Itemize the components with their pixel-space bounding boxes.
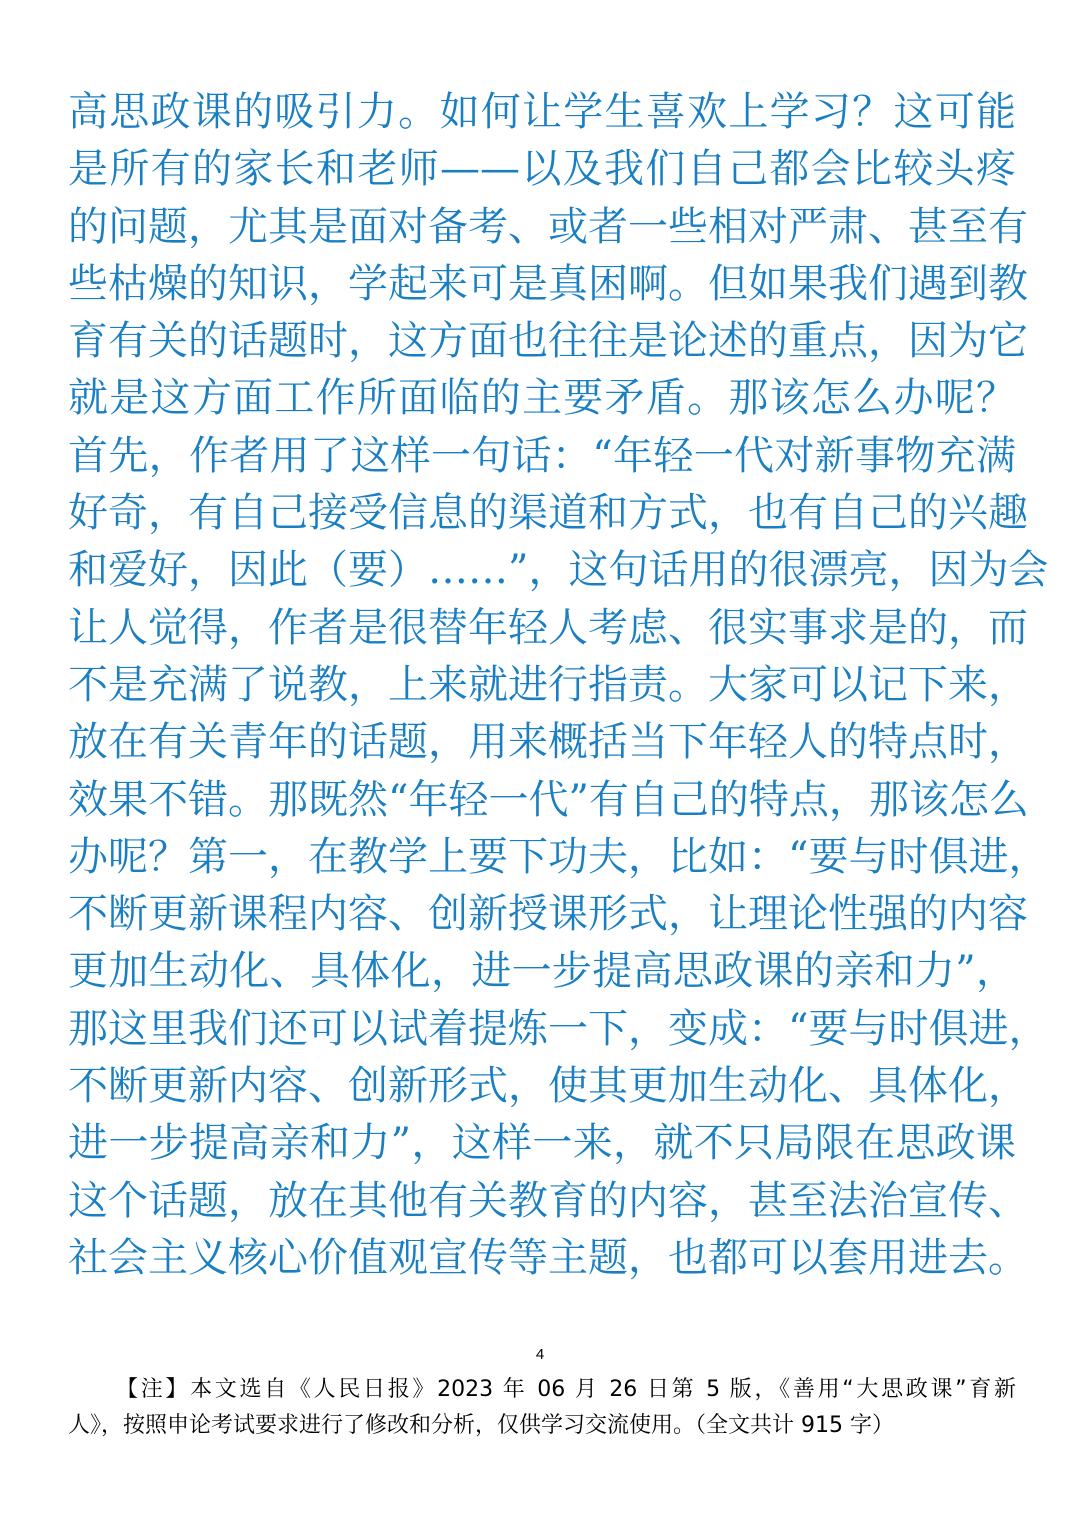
body-line: 那这里我们还可以试着提炼一下，变成：“要与时俱进， xyxy=(68,1005,1049,1052)
body-line: 更加生动化、具体化，进一步提高思政课的亲和力”， xyxy=(68,948,1016,995)
body-line: 让人觉得，作者是很替年轻人考虑、很实事求是的，而 xyxy=(68,604,1028,651)
body-line: 不断更新课程内容、创新授课形式，让理论性强的内容 xyxy=(68,891,1028,938)
page-number: 4 xyxy=(535,1346,545,1363)
body-paragraph xyxy=(68,84,1049,1287)
body-line: 进一步提高亲和力”，这样一来，就不只局限在思政课 xyxy=(68,1120,1016,1167)
source-note-line: 【注】本文选自《人民日报》2023 年 06 月 26 日第 5 版，《善用“大思政课”育新 xyxy=(116,1377,1016,1402)
body-line: 的问题，尤其是面对备考、或者一些相对严肃、甚至有 xyxy=(68,203,1028,250)
body-line: 是所有的家长和老师——以及我们自己都会比较头疼 xyxy=(68,146,1016,193)
body-line: 办呢？第一，在教学上要下功夫，比如：“要与时俱进， xyxy=(68,833,1049,880)
body-line: 社会主义核心价值观宣传等主题，也都可以套用进去。 xyxy=(68,1234,1028,1281)
source-note xyxy=(68,1372,1016,1444)
body-line: 和爱好，因此（要）……”，这句话用的很漂亮，因为会 xyxy=(68,547,1049,594)
body-line: 好奇，有自己接受信息的渠道和方式，也有自己的兴趣 xyxy=(68,490,1028,537)
body-line: 不断更新内容、创新形式，使其更加生动化、具体化， xyxy=(68,1063,1028,1110)
body-line: 育有关的话题时，这方面也往往是论述的重点，因为它 xyxy=(68,318,1028,365)
body-line: 不是充满了说教，上来就进行指责。大家可以记下来， xyxy=(68,661,1028,708)
body-line: 些枯燥的知识，学起来可是真困啊。但如果我们遇到教 xyxy=(68,260,1028,307)
body-line: 就是这方面工作所面临的主要矛盾。那该怎么办呢？ xyxy=(68,375,1016,422)
body-line: 这个话题，放在其他有关教育的内容，甚至法治宣传、 xyxy=(68,1177,1028,1224)
body-line: 首先，作者用了这样一句话：“年轻一代对新事物充满 xyxy=(68,432,1016,479)
body-line: 效果不错。那既然“年轻一代”有自己的特点，那该怎么 xyxy=(68,776,1029,823)
body-line: 放在有关青年的话题，用来概括当下年轻人的特点时， xyxy=(68,719,1028,766)
body-line: 高思政课的吸引力。如何让学生喜欢上学习？这可能 xyxy=(68,89,1016,135)
source-note-line: 人》，按照申论考试要求进行了修改和分析，仅供学习交流使用。（全文共计 915 字） xyxy=(68,1413,894,1438)
